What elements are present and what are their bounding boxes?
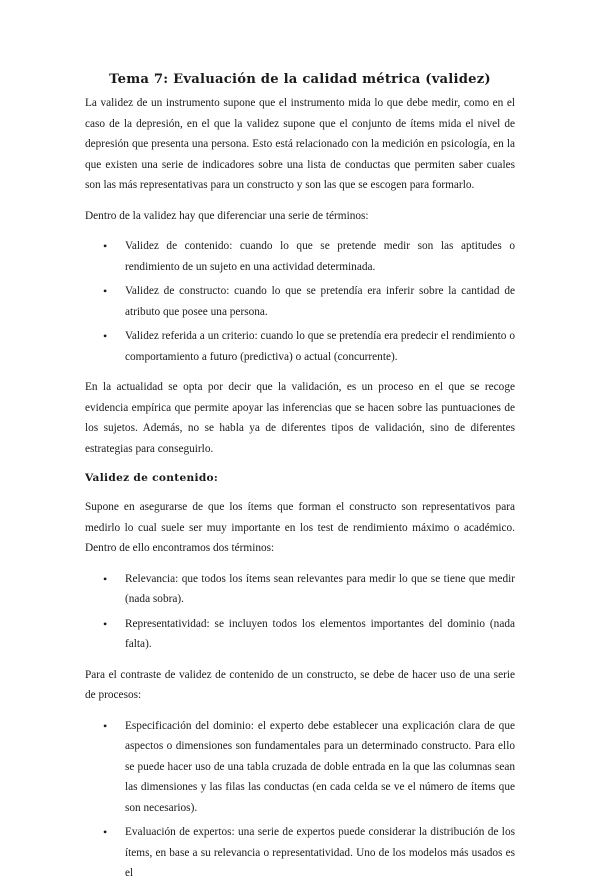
terms-intro-paragraph: Dentro de la validez hay que diferenciar una serie de términos: xyxy=(85,209,369,222)
list-item: • Validez de contenido: cuando lo que se pretende medir son las aptitudes o rendimiento de un sujeto en una actividad determinada. xyxy=(85,236,515,277)
processes-list xyxy=(85,716,515,884)
bullet-icon: • xyxy=(103,571,108,586)
list-item: • Relevancia: que todos los ítems sean relevantes para medir lo que se tiene que medir (nada sobra). xyxy=(85,569,515,610)
terms-list xyxy=(85,236,515,367)
list-item: • Validez referida a un criterio: cuando lo que se pretendía era predecir el rendimiento o comportamiento a futuro (predictiva) o actual (concurrente). xyxy=(85,326,515,367)
current-paragraph: En la actualidad se opta por decir que la validación, es un proceso en el que se recoge evidencia empírica que permite apoyar las inferencias que se hacen sobre las puntuaciones de los sujetos. Además, no se habla ya de diferentes tipos de validación, sino de diferentes estrategias para conseguirlo. xyxy=(85,381,515,455)
page-title: Tema 7: Evaluación de la calidad métrica (validez) xyxy=(109,72,491,87)
list-item: • Representatividad: se incluyen todos los elementos importantes del dominio (nada falta). xyxy=(85,614,515,655)
list-item: • Evaluación de expertos: una serie de expertos puede considerar la distribución de los ítems, en base a su relevancia o representatividad. Uno de los modelos más usados es el xyxy=(85,822,515,884)
bullet-icon: • xyxy=(103,825,108,839)
process-intro-paragraph: Para el contraste de validez de contenido de un constructo, se debe de hacer uso de una serie de procesos: xyxy=(85,668,515,701)
bullet-icon: • xyxy=(103,718,108,733)
intro-paragraph: La validez de un instrumento supone que el instrumento mida lo que debe medir, como en el caso de la depresión, en el que la validez supone que el conjunto de ítems mida el nivel de depresión que presenta una persona. Esto está relacionado con la medición en psicología, en la que existen una serie de indicadores sobre una lista de conductas que permiten saber cuales son las más representativas para un constructo y son las que se escogen para formarlo. xyxy=(85,97,515,191)
bullet-icon: • xyxy=(103,284,108,298)
bullet-icon: • xyxy=(103,616,108,631)
page-content xyxy=(85,70,515,894)
content-intro-paragraph: Supone en asegurarse de que los ítems que forman el constructo son representativos para medirlo lo cual suele ser muy importante en los test de rendimiento máximo o académico. Dentro de ello encontramos dos términos: xyxy=(85,501,515,554)
bullet-icon: • xyxy=(103,329,108,343)
list-item: • Validez de constructo: cuando lo que se pretendía era inferir sobre la cantidad de atributo que posee una persona. xyxy=(85,281,515,322)
content-terms-list xyxy=(85,569,515,655)
list-item: • Especificación del dominio: el experto debe establecer una explicación clara de que aspectos o dimensiones son fundamentales para un determinado constructo. Para ello se puede hacer uso de una tabla cruzada de doble entrada en la que las columnas sean las dimensiones y las filas las conductas (en cada celda se ve el número de ítems que son necesarios). xyxy=(85,716,515,819)
bullet-icon: • xyxy=(103,239,108,253)
section-heading: Validez de contenido: xyxy=(85,472,219,484)
